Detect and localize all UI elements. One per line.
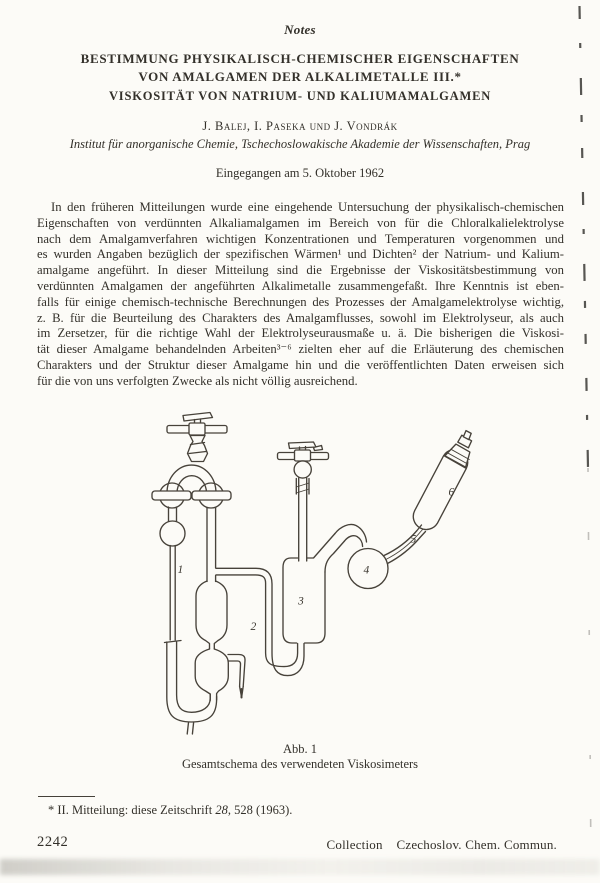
body-line: amalgame angeführt. In dieser Mitteilung sind die Ergebnisse der Viskositätsbestimmung von xyxy=(37,263,564,278)
body-line: verdünnten Amalgamen der angeführten Alkalimetalle zusammengefaßt. Ihre Kenntnis ist eben- xyxy=(37,278,564,293)
body-line: Eigenschaften von verdünnten Alkaliamalgamen im Bereich von für die Chloralkalielektrolyse xyxy=(37,215,564,230)
received-date-line: Eingegangen am 5. Oktober 1962 xyxy=(215,166,385,180)
footnote-volume: 28 xyxy=(215,803,228,817)
ball-joints xyxy=(152,483,231,508)
viscosimeter-diagram xyxy=(140,405,510,740)
part-label-1: 1 xyxy=(177,564,184,576)
outlet-tip xyxy=(228,655,245,698)
measuring-bulbs xyxy=(195,508,228,701)
authors-line: J. Balej, I. Paseka und J. Vondrák xyxy=(202,119,398,133)
article-title-line-2: VON AMALGAMEN DER ALKALIMETALLE III.* xyxy=(138,68,462,84)
vessel-3 xyxy=(283,534,345,644)
body-line: es wurden Angaben bezüglich der spezifischen Wärmen¹ und Dichten² der Natrium- und Kalium- xyxy=(37,247,564,262)
body-line: für die von uns verfolgten Zwecke als nicht völlig ausreichend. xyxy=(37,373,358,388)
article-title-line-1: BESTIMMUNG PHYSIKALISCH-CHEMISCHER EIGENSCHAFTEN xyxy=(80,51,520,66)
body-line: In den früheren Mitteilungen wurde eine eingehende Untersuchung der physikalisch-chemischen xyxy=(51,200,564,214)
body-line: tät dieser Amalgame behandelnden Arbeiten³⁻⁶ zielten eher auf die Erläuterung des chemischen xyxy=(37,342,564,357)
page-number: 2242 xyxy=(37,834,69,850)
middle-stopcock xyxy=(278,442,329,561)
body-line: Charakters und der Struktur dieser Amalgame hin und die veröffentlichten Daten erweisen sich xyxy=(37,357,564,372)
body-line: nach dem Amalgamverfahren wichtigen Konzentrationen und Temperaturen vorgenommen und xyxy=(37,231,564,246)
body-paragraph xyxy=(37,200,564,390)
capillary-branch xyxy=(160,507,217,734)
left-stopcock xyxy=(167,413,227,462)
figure-caption-text: Gesamtschema des verwendeten Viskosimeters xyxy=(181,757,419,771)
body-line: z. B. für die Beurteilung des Charakters des Amalgamflusses, sowohl im Elektrolyseur, als auch xyxy=(37,310,564,325)
part-label-3: 3 xyxy=(298,595,304,608)
ampoule-6 xyxy=(413,431,471,530)
running-head: Notes xyxy=(284,22,316,37)
footnote-text xyxy=(37,803,568,818)
bridge-tube xyxy=(167,465,216,493)
viscosimeter-figure xyxy=(140,405,510,740)
figure-caption-number: Abb. 1 xyxy=(282,742,318,756)
connecting-tube xyxy=(216,568,304,675)
body-line: im Zersetzer, für die richtige Wahl der Elektrolyseurausmaße u. ä. Die bisherigen die Viskosi- xyxy=(37,326,564,341)
footnote-prefix: * II. Mitteilung: diese Zeitschrift xyxy=(48,803,216,817)
arch-tube xyxy=(335,524,367,546)
article-subtitle: VISKOSITÄT VON NATRIUM- UND KALIUMAMALGAMEN xyxy=(108,89,492,103)
part-label-6: 6 xyxy=(448,486,455,499)
part-label-5: 5 xyxy=(410,533,417,546)
scan-shadow-bottom xyxy=(0,859,600,875)
affiliation-line: Institut für anorganische Chemie, Tschechoslowakische Akademie der Wissenschaften, Prag xyxy=(69,137,531,151)
footnote-rule xyxy=(38,796,95,797)
body-line: falls für einige chemisch-technische Berechnungen des Prozesses der Amalgamelektrolyse wichtig, xyxy=(37,294,564,309)
transfer-tube-5 xyxy=(384,525,426,564)
part-label-2: 2 xyxy=(250,621,257,633)
journal-name: Collection Czechoslov. Chem. Commun. xyxy=(326,837,557,852)
scan-edge-line-faint xyxy=(588,468,591,866)
part-label-4: 4 xyxy=(363,564,370,577)
footnote-suffix: , 528 (1963). xyxy=(227,803,293,817)
